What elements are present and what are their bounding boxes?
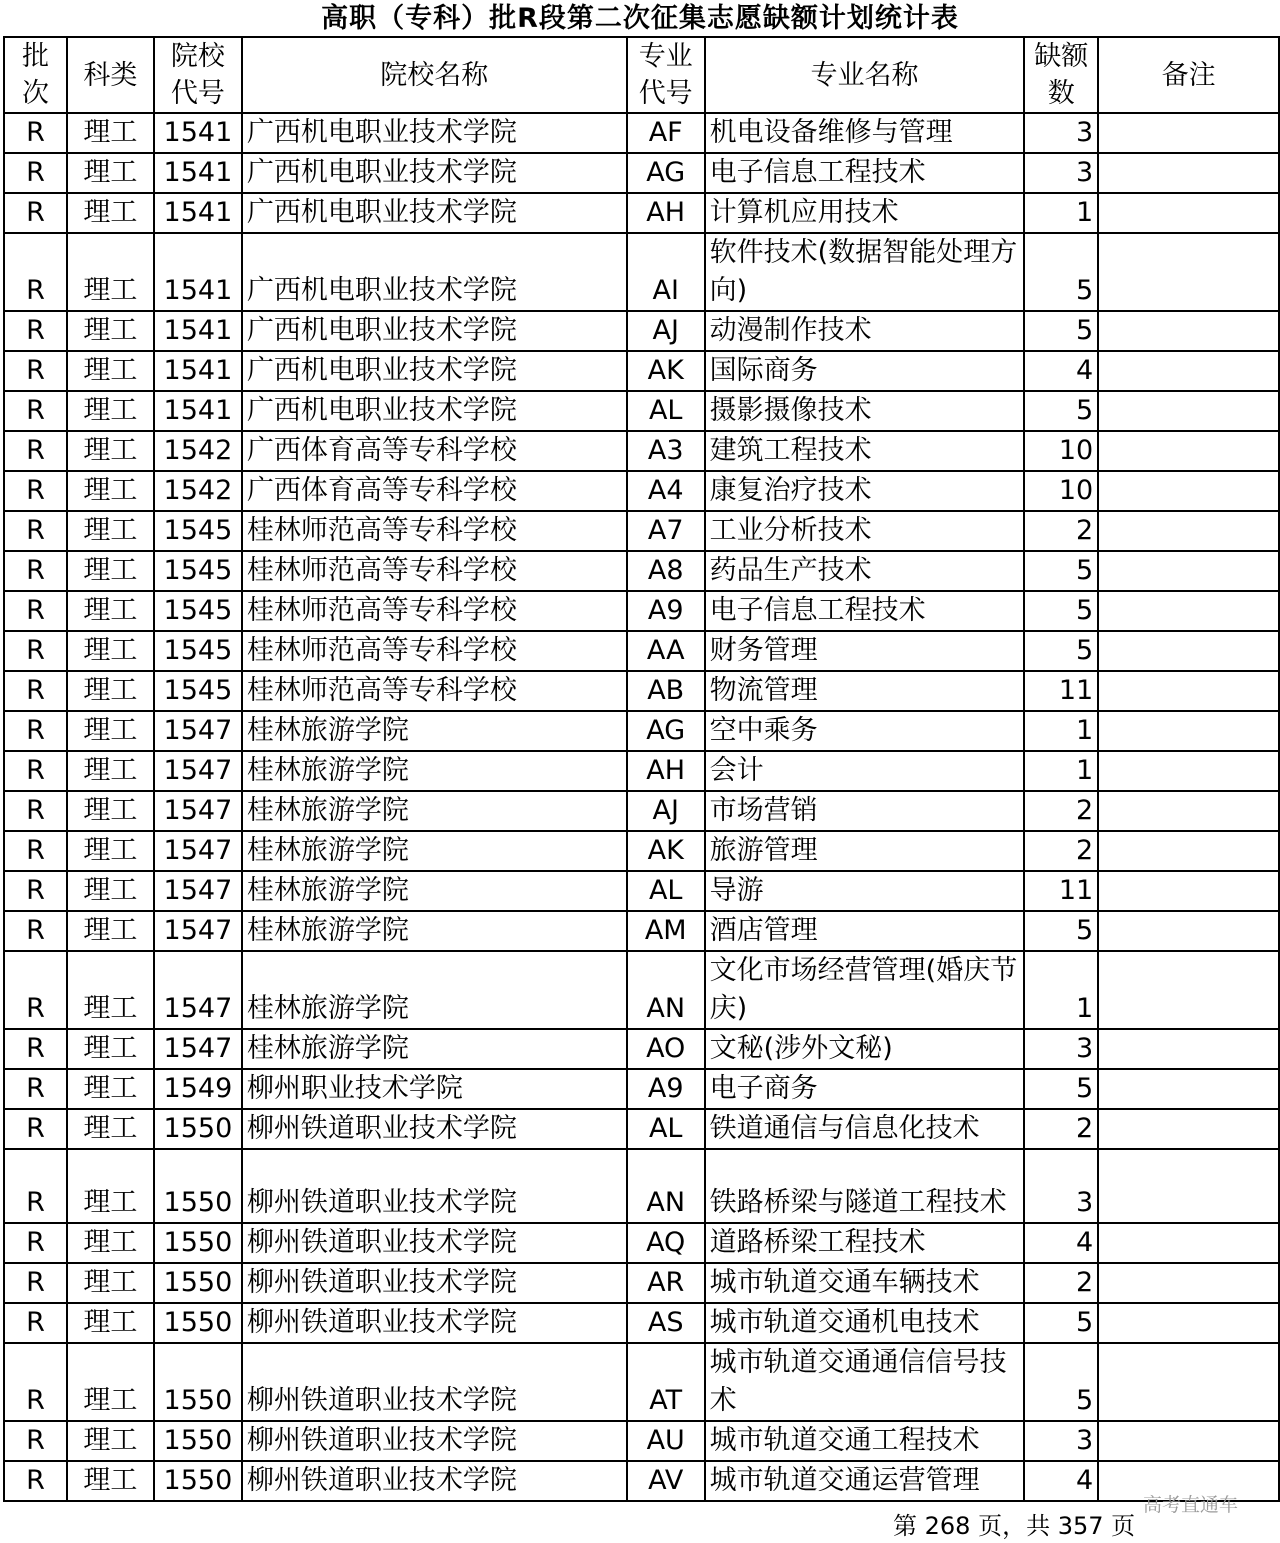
cell-batch: R [4,471,67,511]
cell-note [1098,1109,1279,1149]
cell-note [1098,871,1279,911]
cell-major-name: 动漫制作技术 [705,311,1025,351]
cell-note [1098,113,1279,153]
cell-category: 理工 [67,591,154,631]
cell-school-name: 柳州铁道职业技术学院 [242,1303,627,1343]
cell-school-code: 1550 [154,1303,242,1343]
cell-school-name: 桂林师范高等专科学校 [242,591,627,631]
cell-major-code: AJ [627,311,705,351]
cell-school-code: 1541 [154,311,242,351]
cell-category: 理工 [67,711,154,751]
cell-quota: 2 [1024,831,1098,871]
cell-major-name: 国际商务 [705,351,1025,391]
cell-major-code: AR [627,1263,705,1303]
cell-school-code: 1550 [154,1109,242,1149]
cell-school-name: 广西机电职业技术学院 [242,391,627,431]
cell-school-code: 1550 [154,1461,242,1501]
cell-batch: R [4,351,67,391]
cell-category: 理工 [67,391,154,431]
cell-major-name: 城市轨道交通车辆技术 [705,1263,1025,1303]
cell-note [1098,671,1279,711]
cell-category: 理工 [67,1223,154,1263]
cell-category: 理工 [67,511,154,551]
cell-quota: 1 [1024,951,1098,1029]
cell-major-code: AG [627,711,705,751]
cell-major-code: AG [627,153,705,193]
cell-note [1098,911,1279,951]
cell-major-name: 城市轨道交通工程技术 [705,1421,1025,1461]
header-note: 备注 [1098,37,1279,113]
table-row [4,1303,1279,1343]
cell-school-code: 1545 [154,671,242,711]
cell-major-name: 物流管理 [705,671,1025,711]
table-row [4,471,1279,511]
cell-quota: 5 [1024,1069,1098,1109]
cell-major-name: 康复治疗技术 [705,471,1025,511]
cell-quota: 3 [1024,1421,1098,1461]
table-row [4,1223,1279,1263]
cell-category: 理工 [67,351,154,391]
cell-batch: R [4,311,67,351]
cell-school-code: 1549 [154,1069,242,1109]
cell-note [1098,233,1279,311]
cell-batch: R [4,511,67,551]
cell-note [1098,951,1279,1029]
cell-category: 理工 [67,431,154,471]
cell-school-code: 1545 [154,511,242,551]
cell-category: 理工 [67,193,154,233]
cell-major-name: 计算机应用技术 [705,193,1025,233]
cell-category: 理工 [67,631,154,671]
cell-school-name: 广西机电职业技术学院 [242,351,627,391]
cell-school-code: 1545 [154,551,242,591]
header-school-code: 院校代号 [154,37,242,113]
cell-quota: 5 [1024,551,1098,591]
cell-school-name: 广西机电职业技术学院 [242,233,627,311]
cell-school-code: 1541 [154,351,242,391]
cell-note [1098,471,1279,511]
cell-school-name: 柳州铁道职业技术学院 [242,1149,627,1223]
cell-school-code: 1550 [154,1263,242,1303]
table-row [4,233,1279,311]
cell-batch: R [4,911,67,951]
cell-batch: R [4,1109,67,1149]
cell-major-name: 文化市场经营管理(婚庆节庆) [705,951,1025,1029]
cell-school-name: 桂林旅游学院 [242,791,627,831]
header-quota: 缺额数 [1024,37,1098,113]
cell-quota: 5 [1024,591,1098,631]
cell-school-code: 1545 [154,631,242,671]
cell-category: 理工 [67,951,154,1029]
cell-category: 理工 [67,153,154,193]
cell-school-code: 1542 [154,431,242,471]
cell-category: 理工 [67,1149,154,1223]
cell-school-name: 柳州铁道职业技术学院 [242,1223,627,1263]
cell-major-code: AI [627,233,705,311]
header-major-name: 专业名称 [705,37,1025,113]
cell-batch: R [4,591,67,631]
table-row [4,351,1279,391]
cell-note [1098,153,1279,193]
cell-batch: R [4,671,67,711]
table-row [4,791,1279,831]
cell-major-code: AT [627,1343,705,1421]
cell-batch: R [4,193,67,233]
cell-note [1098,311,1279,351]
cell-batch: R [4,831,67,871]
cell-quota: 1 [1024,193,1098,233]
table-row [4,911,1279,951]
table-header-row [4,37,1279,113]
cell-major-name: 城市轨道交通通信信号技术 [705,1343,1025,1421]
cell-school-name: 柳州铁道职业技术学院 [242,1109,627,1149]
cell-quota: 5 [1024,1343,1098,1421]
cell-note [1098,1263,1279,1303]
cell-major-code: AO [627,1029,705,1069]
cell-batch: R [4,1223,67,1263]
cell-batch: R [4,1029,67,1069]
cell-quota: 4 [1024,351,1098,391]
cell-school-code: 1547 [154,951,242,1029]
cell-category: 理工 [67,1461,154,1501]
cell-school-name: 桂林旅游学院 [242,711,627,751]
cell-major-code: A9 [627,591,705,631]
cell-major-code: AM [627,911,705,951]
cell-quota: 2 [1024,1263,1098,1303]
cell-batch: R [4,391,67,431]
cell-quota: 11 [1024,671,1098,711]
table-row [4,511,1279,551]
cell-note [1098,351,1279,391]
header-school-name: 院校名称 [242,37,627,113]
cell-batch: R [4,751,67,791]
cell-note [1098,1149,1279,1223]
cell-school-name: 广西体育高等专科学校 [242,471,627,511]
cell-major-code: AV [627,1461,705,1501]
table-body [4,113,1279,1501]
cell-batch: R [4,1263,67,1303]
cell-quota: 5 [1024,311,1098,351]
cell-category: 理工 [67,1421,154,1461]
cell-school-code: 1541 [154,153,242,193]
cell-school-name: 广西机电职业技术学院 [242,311,627,351]
cell-school-code: 1547 [154,871,242,911]
cell-school-name: 广西体育高等专科学校 [242,431,627,471]
table-row [4,1109,1279,1149]
cell-school-name: 柳州铁道职业技术学院 [242,1263,627,1303]
table-row [4,1069,1279,1109]
cell-note [1098,1069,1279,1109]
cell-category: 理工 [67,1343,154,1421]
cell-major-code: A7 [627,511,705,551]
cell-major-code: AH [627,751,705,791]
cell-batch: R [4,791,67,831]
cell-school-code: 1541 [154,233,242,311]
table-row [4,431,1279,471]
cell-major-name: 建筑工程技术 [705,431,1025,471]
cell-school-name: 桂林旅游学院 [242,751,627,791]
table-row [4,113,1279,153]
table-row [4,871,1279,911]
table-row [4,1421,1279,1461]
table-row [4,671,1279,711]
cell-major-name: 机电设备维修与管理 [705,113,1025,153]
cell-school-name: 桂林旅游学院 [242,831,627,871]
table-row [4,551,1279,591]
cell-batch: R [4,871,67,911]
cell-major-code: AL [627,871,705,911]
cell-note [1098,751,1279,791]
cell-school-name: 柳州铁道职业技术学院 [242,1343,627,1421]
cell-school-code: 1547 [154,1029,242,1069]
cell-batch: R [4,1149,67,1223]
cell-school-code: 1547 [154,911,242,951]
cell-category: 理工 [67,831,154,871]
cell-major-code: AA [627,631,705,671]
cell-quota: 1 [1024,711,1098,751]
cell-note [1098,711,1279,751]
cell-major-name: 酒店管理 [705,911,1025,951]
cell-quota: 5 [1024,233,1098,311]
page-title: 高职（专科）批R段第二次征集志愿缺额计划统计表 [321,3,959,34]
cell-batch: R [4,1303,67,1343]
cell-category: 理工 [67,233,154,311]
table-row [4,153,1279,193]
cell-major-name: 城市轨道交通机电技术 [705,1303,1025,1343]
cell-major-name: 旅游管理 [705,831,1025,871]
cell-school-name: 桂林旅游学院 [242,951,627,1029]
cell-quota: 3 [1024,1029,1098,1069]
cell-category: 理工 [67,551,154,591]
cell-major-code: AK [627,351,705,391]
cell-note [1098,591,1279,631]
cell-school-code: 1547 [154,831,242,871]
cell-major-name: 药品生产技术 [705,551,1025,591]
cell-school-name: 广西机电职业技术学院 [242,193,627,233]
cell-quota: 5 [1024,1303,1098,1343]
cell-school-code: 1550 [154,1421,242,1461]
cell-school-name: 广西机电职业技术学院 [242,153,627,193]
cell-batch: R [4,1461,67,1501]
cell-note [1098,831,1279,871]
cell-note [1098,511,1279,551]
cell-school-name: 广西机电职业技术学院 [242,113,627,153]
cell-school-code: 1541 [154,113,242,153]
cell-major-name: 会计 [705,751,1025,791]
table-row [4,1343,1279,1421]
cell-school-name: 桂林旅游学院 [242,871,627,911]
cell-batch: R [4,1069,67,1109]
cell-major-name: 空中乘务 [705,711,1025,751]
cell-batch: R [4,233,67,311]
cell-major-name: 铁道通信与信息化技术 [705,1109,1025,1149]
table-row [4,951,1279,1029]
cell-major-code: AN [627,1149,705,1223]
cell-major-name: 文秘(涉外文秘) [705,1029,1025,1069]
cell-quota: 10 [1024,471,1098,511]
cell-school-code: 1550 [154,1343,242,1421]
cell-batch: R [4,551,67,591]
cell-school-code: 1547 [154,791,242,831]
cell-batch: R [4,1421,67,1461]
cell-major-code: AQ [627,1223,705,1263]
cell-quota: 1 [1024,751,1098,791]
cell-major-code: AJ [627,791,705,831]
watermark: 高考直通车 [1143,1494,1239,1516]
cell-major-name: 道路桥梁工程技术 [705,1223,1025,1263]
cell-batch: R [4,1343,67,1421]
cell-category: 理工 [67,311,154,351]
cell-note [1098,1343,1279,1421]
quota-table [3,36,1280,1502]
cell-quota: 3 [1024,153,1098,193]
cell-batch: R [4,113,67,153]
cell-major-code: A9 [627,1069,705,1109]
cell-school-name: 柳州铁道职业技术学院 [242,1421,627,1461]
cell-major-name: 财务管理 [705,631,1025,671]
cell-quota: 5 [1024,911,1098,951]
cell-major-code: AS [627,1303,705,1343]
cell-major-name: 市场营销 [705,791,1025,831]
cell-quota: 5 [1024,391,1098,431]
cell-quota: 5 [1024,631,1098,671]
cell-major-code: A3 [627,431,705,471]
cell-major-name: 软件技术(数据智能处理方向) [705,233,1025,311]
cell-quota: 3 [1024,1149,1098,1223]
cell-major-name: 摄影摄像技术 [705,391,1025,431]
header-major-code: 专业代号 [627,37,705,113]
cell-major-code: AL [627,1109,705,1149]
cell-category: 理工 [67,1303,154,1343]
cell-school-name: 桂林师范高等专科学校 [242,551,627,591]
cell-note [1098,631,1279,671]
cell-major-code: AB [627,671,705,711]
cell-batch: R [4,711,67,751]
cell-major-name: 电子商务 [705,1069,1025,1109]
header-category: 科类 [67,37,154,113]
table-row [4,751,1279,791]
cell-batch: R [4,631,67,671]
table-row [4,831,1279,871]
page-footer: 第 268 页，共 357 页 [893,1512,1136,1540]
table-row [4,311,1279,351]
cell-quota: 2 [1024,511,1098,551]
cell-quota: 2 [1024,1109,1098,1149]
table-row [4,1149,1279,1223]
cell-note [1098,431,1279,471]
cell-school-code: 1547 [154,711,242,751]
cell-school-name: 桂林旅游学院 [242,911,627,951]
cell-category: 理工 [67,1109,154,1149]
cell-quota: 2 [1024,791,1098,831]
cell-category: 理工 [67,471,154,511]
cell-quota: 10 [1024,431,1098,471]
cell-school-code: 1547 [154,751,242,791]
cell-category: 理工 [67,1029,154,1069]
cell-category: 理工 [67,871,154,911]
table-row [4,631,1279,671]
cell-category: 理工 [67,1069,154,1109]
cell-batch: R [4,153,67,193]
cell-school-code: 1545 [154,591,242,631]
cell-school-name: 桂林师范高等专科学校 [242,671,627,711]
table-row [4,193,1279,233]
cell-note [1098,1303,1279,1343]
cell-category: 理工 [67,1263,154,1303]
cell-category: 理工 [67,751,154,791]
cell-major-code: AL [627,391,705,431]
cell-note [1098,1421,1279,1461]
cell-school-name: 柳州职业技术学院 [242,1069,627,1109]
cell-category: 理工 [67,671,154,711]
cell-major-code: AK [627,831,705,871]
cell-note [1098,193,1279,233]
cell-note [1098,1223,1279,1263]
cell-category: 理工 [67,791,154,831]
cell-category: 理工 [67,113,154,153]
table-row [4,591,1279,631]
cell-school-code: 1542 [154,471,242,511]
cell-batch: R [4,951,67,1029]
cell-school-code: 1550 [154,1149,242,1223]
cell-school-code: 1541 [154,193,242,233]
table-row [4,1029,1279,1069]
cell-major-name: 电子信息工程技术 [705,153,1025,193]
cell-category: 理工 [67,911,154,951]
cell-major-code: A8 [627,551,705,591]
cell-school-code: 1541 [154,391,242,431]
cell-school-name: 桂林旅游学院 [242,1029,627,1069]
cell-quota: 4 [1024,1461,1098,1501]
cell-major-name: 城市轨道交通运营管理 [705,1461,1025,1501]
cell-major-name: 导游 [705,871,1025,911]
cell-note [1098,391,1279,431]
cell-note [1098,551,1279,591]
cell-major-code: AH [627,193,705,233]
cell-quota: 4 [1024,1223,1098,1263]
cell-major-name: 电子信息工程技术 [705,591,1025,631]
cell-major-name: 铁路桥梁与隧道工程技术 [705,1149,1025,1223]
cell-school-code: 1550 [154,1223,242,1263]
cell-major-code: A4 [627,471,705,511]
cell-quota: 3 [1024,113,1098,153]
cell-school-name: 柳州铁道职业技术学院 [242,1461,627,1501]
cell-major-code: AU [627,1421,705,1461]
cell-school-name: 桂林师范高等专科学校 [242,631,627,671]
table-row [4,711,1279,751]
cell-major-name: 工业分析技术 [705,511,1025,551]
table-row [4,391,1279,431]
cell-major-code: AF [627,113,705,153]
cell-school-name: 桂林师范高等专科学校 [242,511,627,551]
cell-quota: 11 [1024,871,1098,911]
cell-note [1098,791,1279,831]
cell-major-code: AN [627,951,705,1029]
cell-batch: R [4,431,67,471]
header-batch: 批次 [4,37,67,113]
cell-note [1098,1029,1279,1069]
table-row [4,1263,1279,1303]
table-row [4,1461,1279,1501]
